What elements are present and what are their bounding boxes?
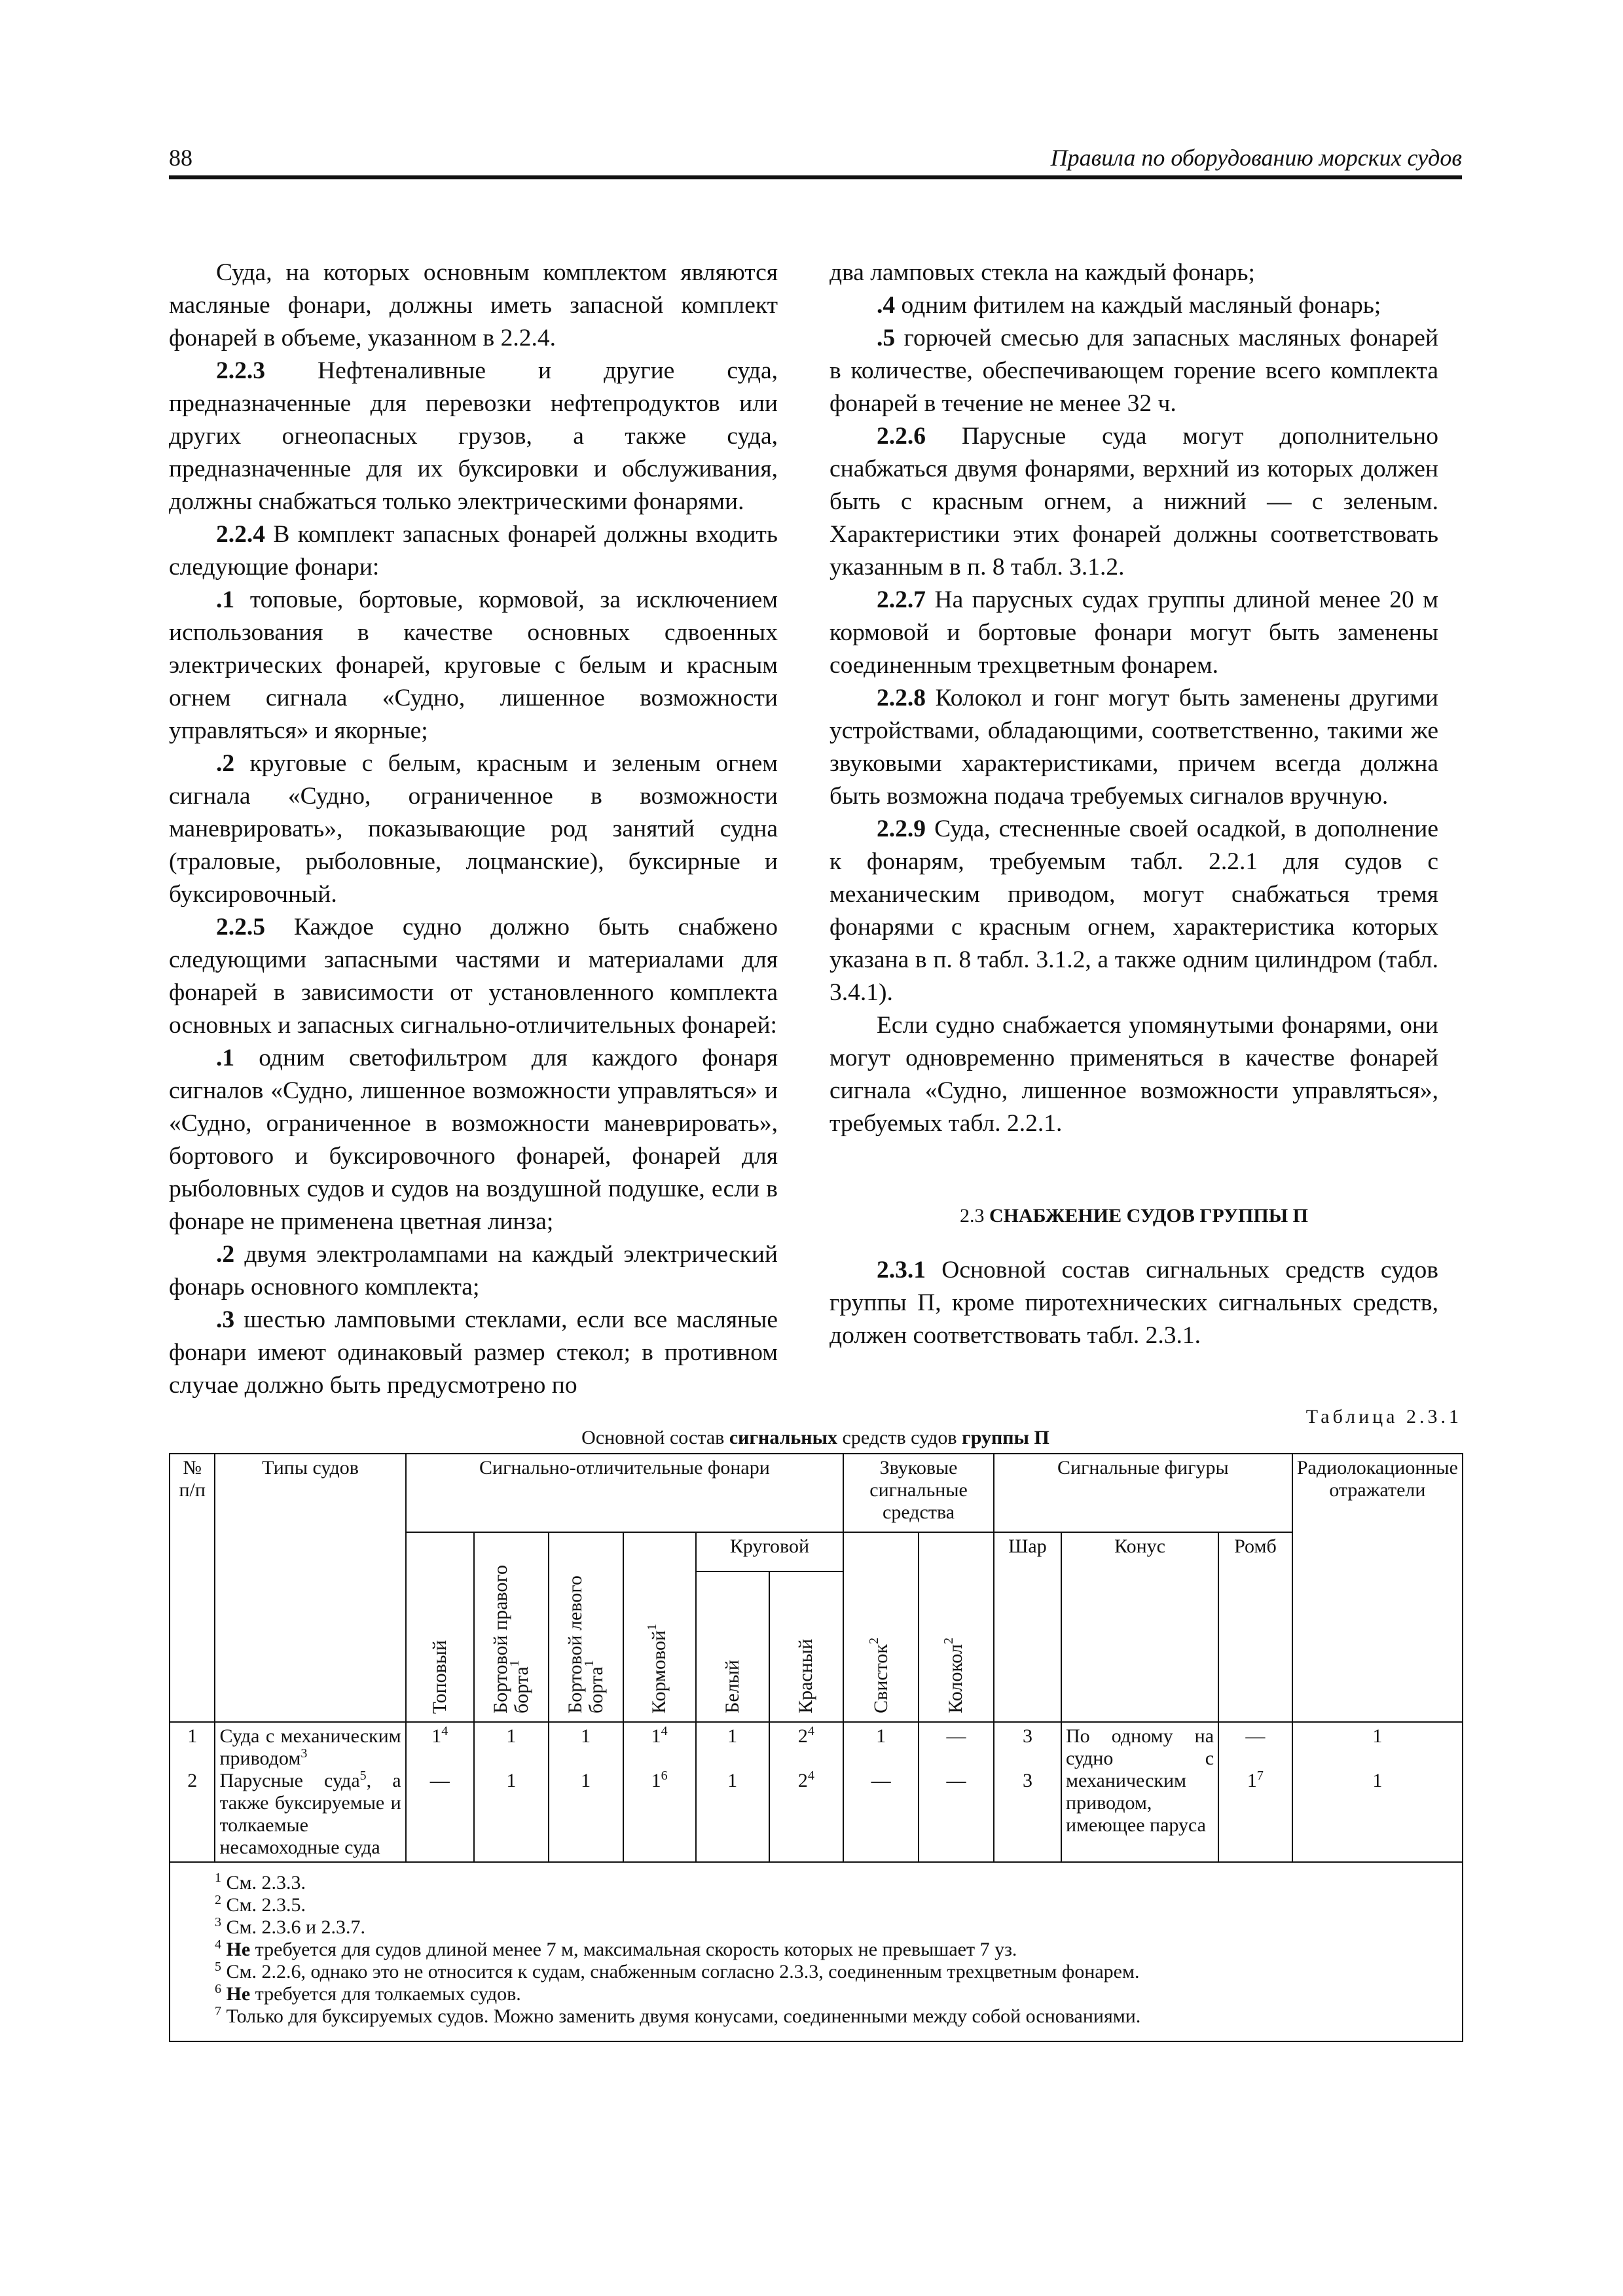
section-number: 2.3 — [960, 1205, 985, 1227]
paragraph: 2.3.1 Основной состав сигнальных средств судов группы П, кроме пиротехнических сигнальных средств, должен соответствовать табл. 2.3.1. — [830, 1257, 1438, 1349]
paragraph: .3 шестью ламповыми стеклами, если все масляные фонари имеют одинаковый размер стекол; в противном случае должно быть предусмотрено по — [169, 1306, 778, 1399]
cell-bort-prav: 1 1 — [474, 1722, 549, 1862]
col-header-num: № п/п — [170, 1454, 215, 1722]
cell-kormovoy: $1^4$ $1^6$ — [623, 1722, 696, 1862]
col-header-svistok: Свисток$^2$ — [843, 1532, 919, 1722]
table-label: Таблица 2.3.1 — [1305, 1406, 1462, 1427]
paragraph: .1 одним светофильтром для каждого фонаря сигналов «Судно, лишенное возможности управляться» и «Судно, ограниченное в возможности маневрировать», бортового и буксировочного фонарей, фонарей для рыболовных судов и судов на воздушной подушке, если в фонаре не применена цветная линза; — [169, 1045, 778, 1235]
paragraph: .4 одним фитилем на каждый масляный фонарь; — [877, 292, 1381, 319]
footnote: $^7$ Только для буксируемых судов. Можно заменить двумя конусами, соединенными между собой основаниями. — [215, 2004, 1141, 2027]
left-column — [169, 257, 778, 1402]
col-header-bort-lev: Бортовой левого борта$^1$ — [549, 1532, 623, 1722]
col-header-radar: Радиолокационные отражатели — [1292, 1454, 1463, 1722]
footnote: $^3$ См. 2.3.6 и 2.3.7. — [215, 1915, 366, 1938]
vessel-types: Суда с механическим приводом$^3$ Парусные суда$^5$, а также буксируемые и толкаемые несамоходные суда — [215, 1722, 405, 1862]
right-column — [830, 257, 1438, 1140]
paragraph: .1 топовые, бортовые, кормовой, за исключением использования в качестве основных сдвоенных электрических фонарей, круговые с белым и красным огнем сигнала «Судно, лишенное возможности управляться» и якорные; — [169, 586, 778, 744]
section-title: СНАБЖЕНИЕ СУДОВ ГРУППЫ П — [989, 1205, 1308, 1227]
paragraph: .2 двумя электролампами на каждый электрический фонарь основного комплекта; — [169, 1241, 778, 1300]
cell-romb: — $1^7$ — [1218, 1722, 1292, 1862]
footnote: $^4$ Не требуется для судов длиной менее 7 м, максимальная скорость которых не превышает 7 уз. — [215, 1937, 1017, 1960]
cell-krasny: $2^4$ $2^4$ — [769, 1722, 844, 1862]
header-row — [170, 1454, 1463, 1532]
paragraph: 2.2.5 Каждое судно должно быть снабжено следующими запасными частями и материалами для фонарей в зависимости от установленного комплекта основных и запасных сигнально-отличительных фонарей: — [169, 914, 778, 1039]
paragraph: 2.2.6 Парусные суда могут дополнительно снабжаться двумя фонарями, верхний из которых должен быть с красным огнем, а нижний — с зеленым. Характеристики этих фонарей должны соответствовать указанным в п. 8 табл. 3.1.2. — [830, 423, 1438, 581]
cell-bely: 1 1 — [696, 1722, 769, 1862]
col-header-bely: Белый — [696, 1571, 769, 1722]
col-header-types: Типы судов — [215, 1454, 405, 1722]
paragraph: два ламповых стекла на каждый фонарь; — [830, 259, 1255, 286]
cell-svistok: 1 — — [843, 1722, 919, 1862]
cell-bort-lev: 1 1 — [549, 1722, 623, 1862]
cell-kolokol: — — — [919, 1722, 994, 1862]
col-header-kormovoy: Кормовой$^1$ — [623, 1532, 696, 1722]
paragraph: Если судно снабжается упомянутыми фонарями, они могут одновременно применяться в качестве фонарей сигнала «Судно, лишенное возможности управляться», требуемых табл. 2.2.1. — [830, 1012, 1438, 1137]
col-header-shar: Шар — [994, 1532, 1061, 1722]
page-number: 88 — [169, 145, 192, 171]
paragraph: 2.2.9 Суда, стесненные своей осадкой, в дополнение к фонарям, требуемым табл. 2.2.1 для судов с механическим приводом, могут снабжаться тремя фонарями с красным огнем, характеристика которых указана в п. 8 табл. 3.1.2, а также одним цилиндром (табл. 3.4.1). — [830, 816, 1438, 1006]
cell-radar: 1 1 — [1292, 1722, 1463, 1862]
col-header-krasny: Красный — [769, 1571, 844, 1722]
footnote: $^1$ См. 2.3.3. — [215, 1871, 306, 1893]
footnote: $^6$ Не требуется для толкаемых судов. — [215, 1982, 521, 2005]
paragraph: .5 горючей смесью для запасных масляных фонарей в количестве, обеспечивающем горение всего комплекта фонарей в течение не менее 32 ч. — [830, 325, 1438, 417]
paragraph: 2.2.7 На парусных судах группы длиной менее 20 м кормовой и бортовые фонари могут быть заменены соединенным трехцветным фонарем. — [830, 586, 1438, 679]
cell-topovy: $1^4$ — — [406, 1722, 474, 1862]
header-rule — [169, 175, 1462, 179]
paragraph: 2.2.3 Нефтеналивные и другие суда, предназначенные для перевозки нефтепродуктов или других огнеопасных грузов, а также суда, предназначенные для их буксировки и обслуживания, должны снабжаться только электрическими фонарями. — [169, 357, 778, 515]
running-title: Правила по оборудованию морских судов — [1050, 145, 1462, 171]
footnotes-row — [170, 1862, 1463, 2041]
section-text — [830, 1254, 1438, 1352]
row-number: 1 2 — [170, 1722, 215, 1862]
cell-shar: 3 3 — [994, 1722, 1061, 1862]
col-header-kolokol: Колокол$^2$ — [919, 1532, 994, 1722]
table-caption: Основной состав сигнальных средств судов группы П — [581, 1427, 1049, 1448]
col-header-bort-prav: Бортовой правого борта$^1$ — [474, 1532, 549, 1722]
col-header-krug: Круговой — [696, 1532, 843, 1571]
section-heading — [830, 1203, 1438, 1229]
col-header-lights: Сигнально-отличительные фонари — [406, 1454, 844, 1532]
footnote: $^5$ См. 2.2.6, однако это не относится к судам, снабженным согласно 2.3.3, соединенным трехцветным фонарем. — [215, 1960, 1140, 1982]
signal-means-table — [169, 1453, 1463, 2042]
paragraph: 2.2.8 Колокол и гонг могут быть заменены другими устройствами, обладающими, соответственно, такими же звуковыми характеристиками, причем всегда должна быть возможна подача требуемых сигналов вручную. — [830, 685, 1438, 810]
paragraph: 2.2.4 В комплект запасных фонарей должны входить следующие фонари: — [169, 521, 778, 581]
table-footnotes — [170, 1862, 1463, 2041]
paragraph: Суда, на которых основным комплектом являются масляные фонари, должны иметь запасной комплект фонарей в объеме, указанном в 2.2.4. — [169, 259, 778, 351]
cell-konus: По одному на судно с механическим приводом, имеющее паруса — [1061, 1722, 1218, 1862]
col-header-romb: Ромб — [1218, 1532, 1292, 1722]
col-header-topovy: Топовый — [406, 1532, 474, 1722]
col-header-konus: Конус — [1061, 1532, 1218, 1722]
col-header-shapes: Сигнальные фигуры — [994, 1454, 1292, 1532]
paragraph: .2 круговые с белым, красным и зеленым огнем сигнала «Судно, ограниченное в возможности маневрировать», показывающие род занятий судна (траловые, рыболовные, лоцманские), буксирные и буксировочный. — [169, 750, 778, 908]
table-row — [170, 1722, 1463, 1862]
col-header-sound: Звуковые сигнальные средства — [843, 1454, 994, 1532]
footnote: $^2$ См. 2.3.5. — [215, 1893, 306, 1916]
